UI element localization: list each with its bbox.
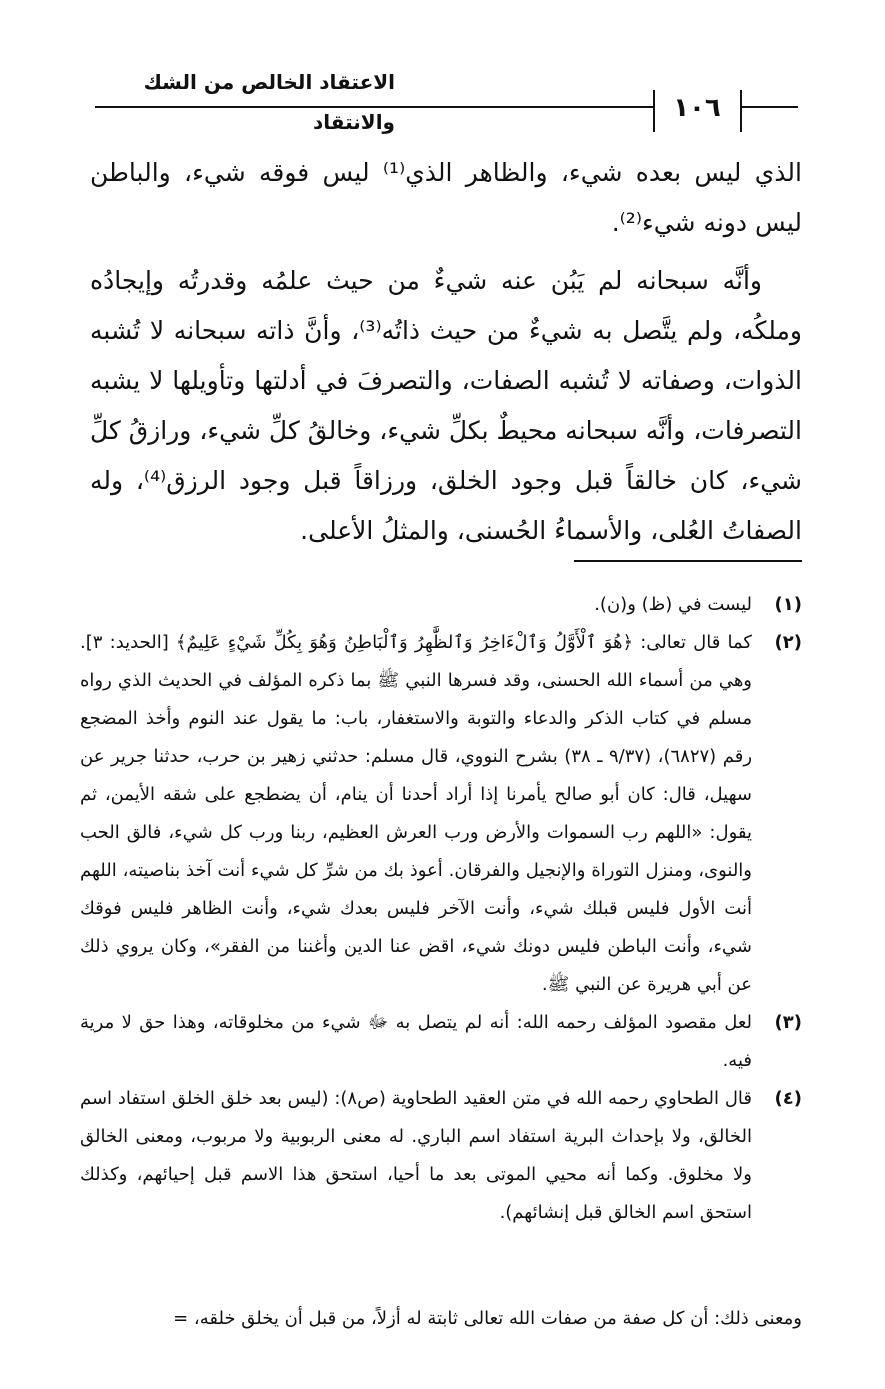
footnote — [80, 1004, 802, 1080]
footnote-continuation: ومعنى ذلك: أن كل صفة من صفات الله تعالى ثابتة له أزلاً، من قبل أن يخلق خلقه، = — [173, 1308, 802, 1329]
running-header-title: الاعتقاد الخالص من الشك والانتقاد — [143, 70, 395, 134]
page-number-left-bar — [653, 90, 655, 132]
footnotes — [80, 586, 802, 1232]
footnote-text: لعل مقصود المؤلف رحمه الله: أنه لم يتصل به ﷻ شيء من مخلوقاته، وهذا حق لا مرية فيه. — [80, 1012, 752, 1071]
footnote-text: كما قال تعالى: ﴿هُوَ ٱلْأَوَّلُ وَٱلْءَاخِرُ وَٱلظَّٰهِرُ وَٱلْبَاطِنُ وَهُوَ بِكُلِّ شَيْءٍ عَلِيمٌ﴾ [الحديد: ٣]. وهي من أسماء الله الحسنى، وقد فسرها النبي ﷺ بما ذكره المؤلف في الحديث الذي رواه مسلم في كتاب الذكر والدعاء والتوبة والاستغفار، باب: ما يقول عند النوم وأخذ المضجع رقم (٦٨٢٧)، (٩/٣٧ ـ ٣٨) بشرح النووي، قال مسلم: حدثني زهير بن حرب، حدثنا جرير عن سهيل، قال: كان أبو صالح يأمرنا إذا أراد أحدنا أن ينام، أن يضطجع على شقه الأيمن، ثم يقول: «اللهم رب السموات والأرض ورب العرش العظيم، ربنا ورب كل شيء، فالق الحب والنوى، ومنزل التوراة والإنجيل والفرقان. أعوذ بك من شرِّ كل شيء أنت آخذ بناصيته، اللهم أنت الأول فليس قبلك شيء، وأنت الآخر فليس بعدك شيء، وأنت الظاهر فليس فوقك شيء، وأنت الباطن فليس دونك شيء، اقض عنا الدين وأغننا من الفقر»، وكان يروي ذلك عن أبي هريرة عن النبي ﷺ. — [80, 632, 753, 995]
header-rule-right — [742, 106, 798, 108]
page-number-right-bar — [740, 90, 742, 132]
main-paragraph: الذي ليس بعده شيء، والظاهر الذي⁽¹⁾ ليس فوقه شيء، والباطن ليس دونه شيء⁽²⁾. — [90, 158, 802, 237]
main-text — [90, 148, 802, 564]
footnote — [80, 586, 802, 624]
page-number: ١٠٦ — [673, 93, 721, 123]
header-rule — [95, 106, 653, 108]
footnote-number: (٢) — [774, 632, 802, 653]
main-paragraph: وأنَّه سبحانه لم يَبُن عنه شيءٌ من حيث علمُه وقدرتُه وإيجادُه وملكُه، ولم يتَّصل به شيءٌ من حيث ذاتُه⁽³⁾، وأنَّ ذاته سبحانه لا تُشبه الذوات، وصفاته لا تُشبه الصفات، والتصرفَ في أدلتها وتأويلها لا يشبه التصرفات، وأنَّه سبحانه محيطٌ بكلِّ شيء، وخالقُ كلِّ شيء، ورازقُ كلِّ شيء، كان خالقاً قبل وجود الخلق، ورزاقاً قبل وجود الرزق⁽⁴⁾، وله الصفاتُ العُلى، والأسماءُ الحُسنى، والمثلُ الأعلى. — [90, 266, 803, 545]
footnote-number: (١) — [774, 594, 802, 615]
footnote — [80, 1080, 802, 1232]
footnote-number: (٤) — [774, 1088, 802, 1109]
footnote-divider — [574, 560, 802, 562]
footnote-text: ليست في (ظ) و(ن). — [594, 594, 752, 615]
footnote — [80, 624, 802, 1004]
footnote-text: قال الطحاوي رحمه الله في متن العقيد الطحاوية (ص٨): (ليس بعد خلق الخلق استفاد اسم الخالق، ولا بإحداث البرية استفاد اسم الباري. له معنى الربوبية ولا مربوب، ومعنى الخالق ولا مخلوق. وكما أنه محيي الموتى بعد ما أحيا، استحق هذا الاسم قبل إحيائهم، وكذلك استحق اسم الخالق قبل إنشائهم). — [80, 1088, 752, 1223]
footnote-number: (٣) — [774, 1012, 802, 1033]
